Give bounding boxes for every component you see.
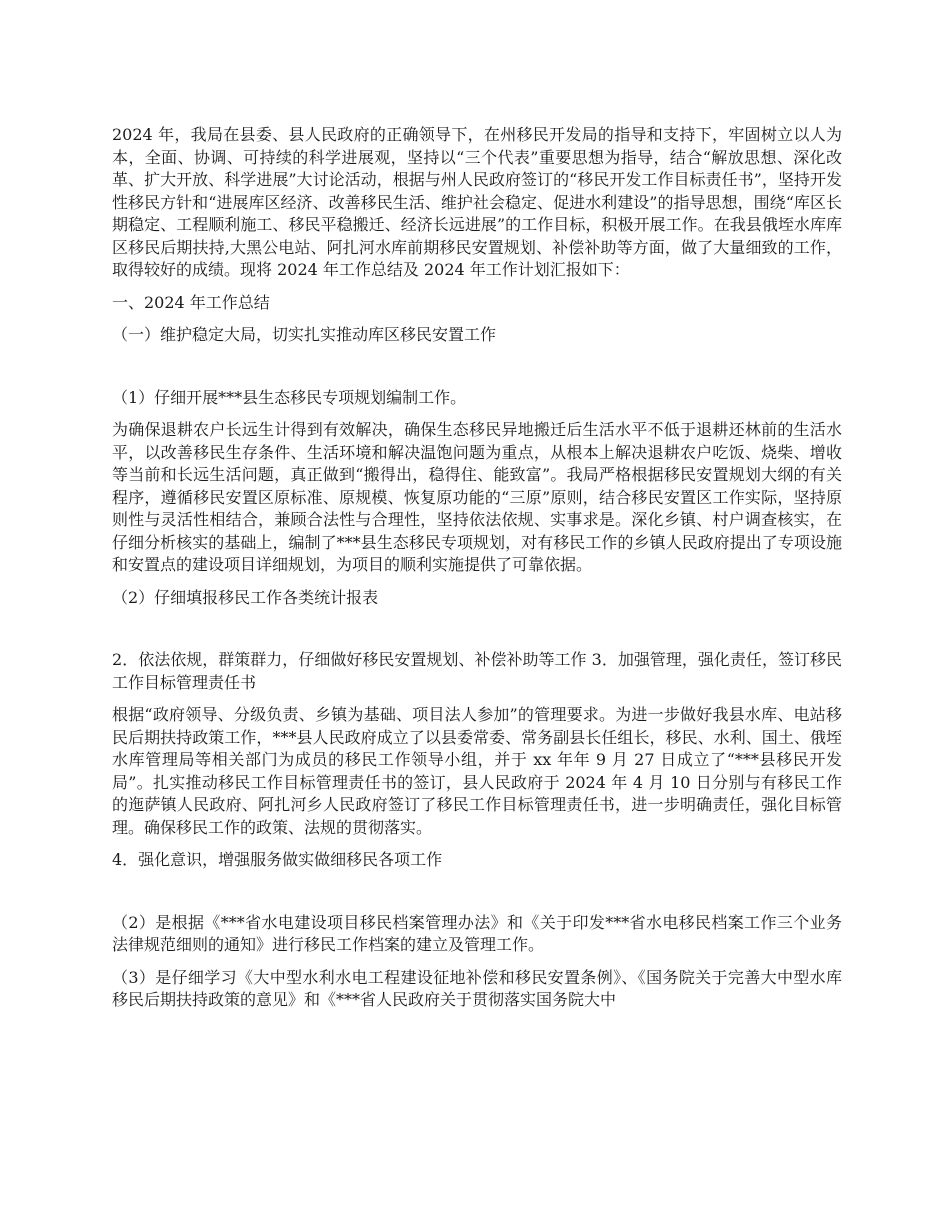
section-heading-2-3: 2．依法依规，群策群力，仔细做好移民安置规划、补偿补助等工作 3．加强管理，强化责任，签订移民工作目标管理责任书: [112, 650, 842, 692]
body-paragraph-2: 根据“政府领导、分级负责、乡镇为基础、项目法人参加”的管理要求。为进一步做好我县水库、电站移民后期扶持政策工作，***县人民政府成立了以县委常委、常务副县长任组长，移民、水利、国土、俄垤水库管理局等相关部门为成员的移民工作领导小组，并于 xx 年年 9 月 27 日成立了“***县移民开发局”。扎实推动移民工作目标管理责任书的签订，县人民政府于 2024 年 4 月 10 日分别与有移民工作的迤萨镇人民政府、阿扎河乡人民政府签订了移民工作目标管理责任书，进一步明确责任，强化目标管理。确保移民工作的政策、法规的贯彻落实。: [112, 705, 842, 837]
intro-paragraph: 2024 年，我局在县委、县人民政府的正确领导下，在州移民开发局的指导和支持下，牢固树立以人为本，全面、协调、可持续的科学进展观，坚持以“三个代表”重要思想为指导，结合“解放思想、深化改革、扩大开放、科学进展”大讨论活动，根据与州人民政府签订的“移民开发工作目标责任书”，坚持开发性移民方针和“进展库区经济、改善移民生活、维护社会稳定、促进水利建设”的指导思想，围绕“库区长期稳定、工程顺利施工、移民平稳搬迁、经济长远进展”的工作目标，积极开展工作。在我县俄垤水库库区移民后期扶持,大黑公电站、阿扎河水库前期移民安置规划、补偿补助等方面，做了大量细致的工作，取得较好的成绩。现将 2024 年工作总结及 2024 年工作计划汇报如下：: [112, 125, 842, 279]
item-heading-1: （1）仔细开展***县生态移民专项规划编制工作。: [112, 387, 467, 407]
subsection-heading-1: （一）维护稳定大局，切实扎实推动库区移民安置工作: [112, 325, 497, 344]
blank-gap: [112, 357, 842, 387]
blank-gap: [112, 619, 842, 649]
section-heading-4: 4．强化意识，增强服务做实做细移民各项工作: [112, 850, 443, 869]
body-paragraph-1: 为确保退耕农户长远生计得到有效解决，确保生态移民异地搬迁后生活水平不低于退耕还林前的生活水平，以改善移民生存条件、生活环境和解决温饱问题为重点，从根本上解决退耕农户吃饭、烧柴、增收等当前和长远生活问题，真正做到“搬得出，稳得住、能致富”。我局严格根据移民安置规划大纲的有关程序，遵循移民安置区原标准、原规模、恢复原功能的“三原”原则，结合移民安置区工作实际，坚持原则性与灵活性相结合，兼顾合法性与合理性，坚持依法依规、实事求是。深化乡镇、村户调查核实，在仔细分析核实的基础上，编制了***县生态移民专项规划，对有移民工作的乡镇人民政府提出了专项设施和安置点的建设项目详细规划，为项目的顺利实施提供了可靠依据。: [112, 420, 842, 574]
blank-gap: [112, 882, 842, 912]
document-body: [112, 124, 842, 1022]
body-paragraph-3: （2）是根据《***省水电建设项目移民档案管理办法》和《关于印发***省水电移民档案工作三个业务法律规范细则的通知》进行移民工作档案的建立及管理工作。: [112, 912, 842, 954]
section-heading-1: 一、2024 年工作总结: [112, 292, 270, 312]
item-heading-2: （2）仔细填报移民工作各类统计报表: [112, 587, 379, 607]
body-paragraph-4: （3）是仔细学习《大中型水利水电工程建设征地补偿和移民安置条例》、《国务院关于完善大中型水库移民后期扶持政策的意见》和《***省人民政府关于贯彻落实国务院大中: [112, 967, 842, 1009]
